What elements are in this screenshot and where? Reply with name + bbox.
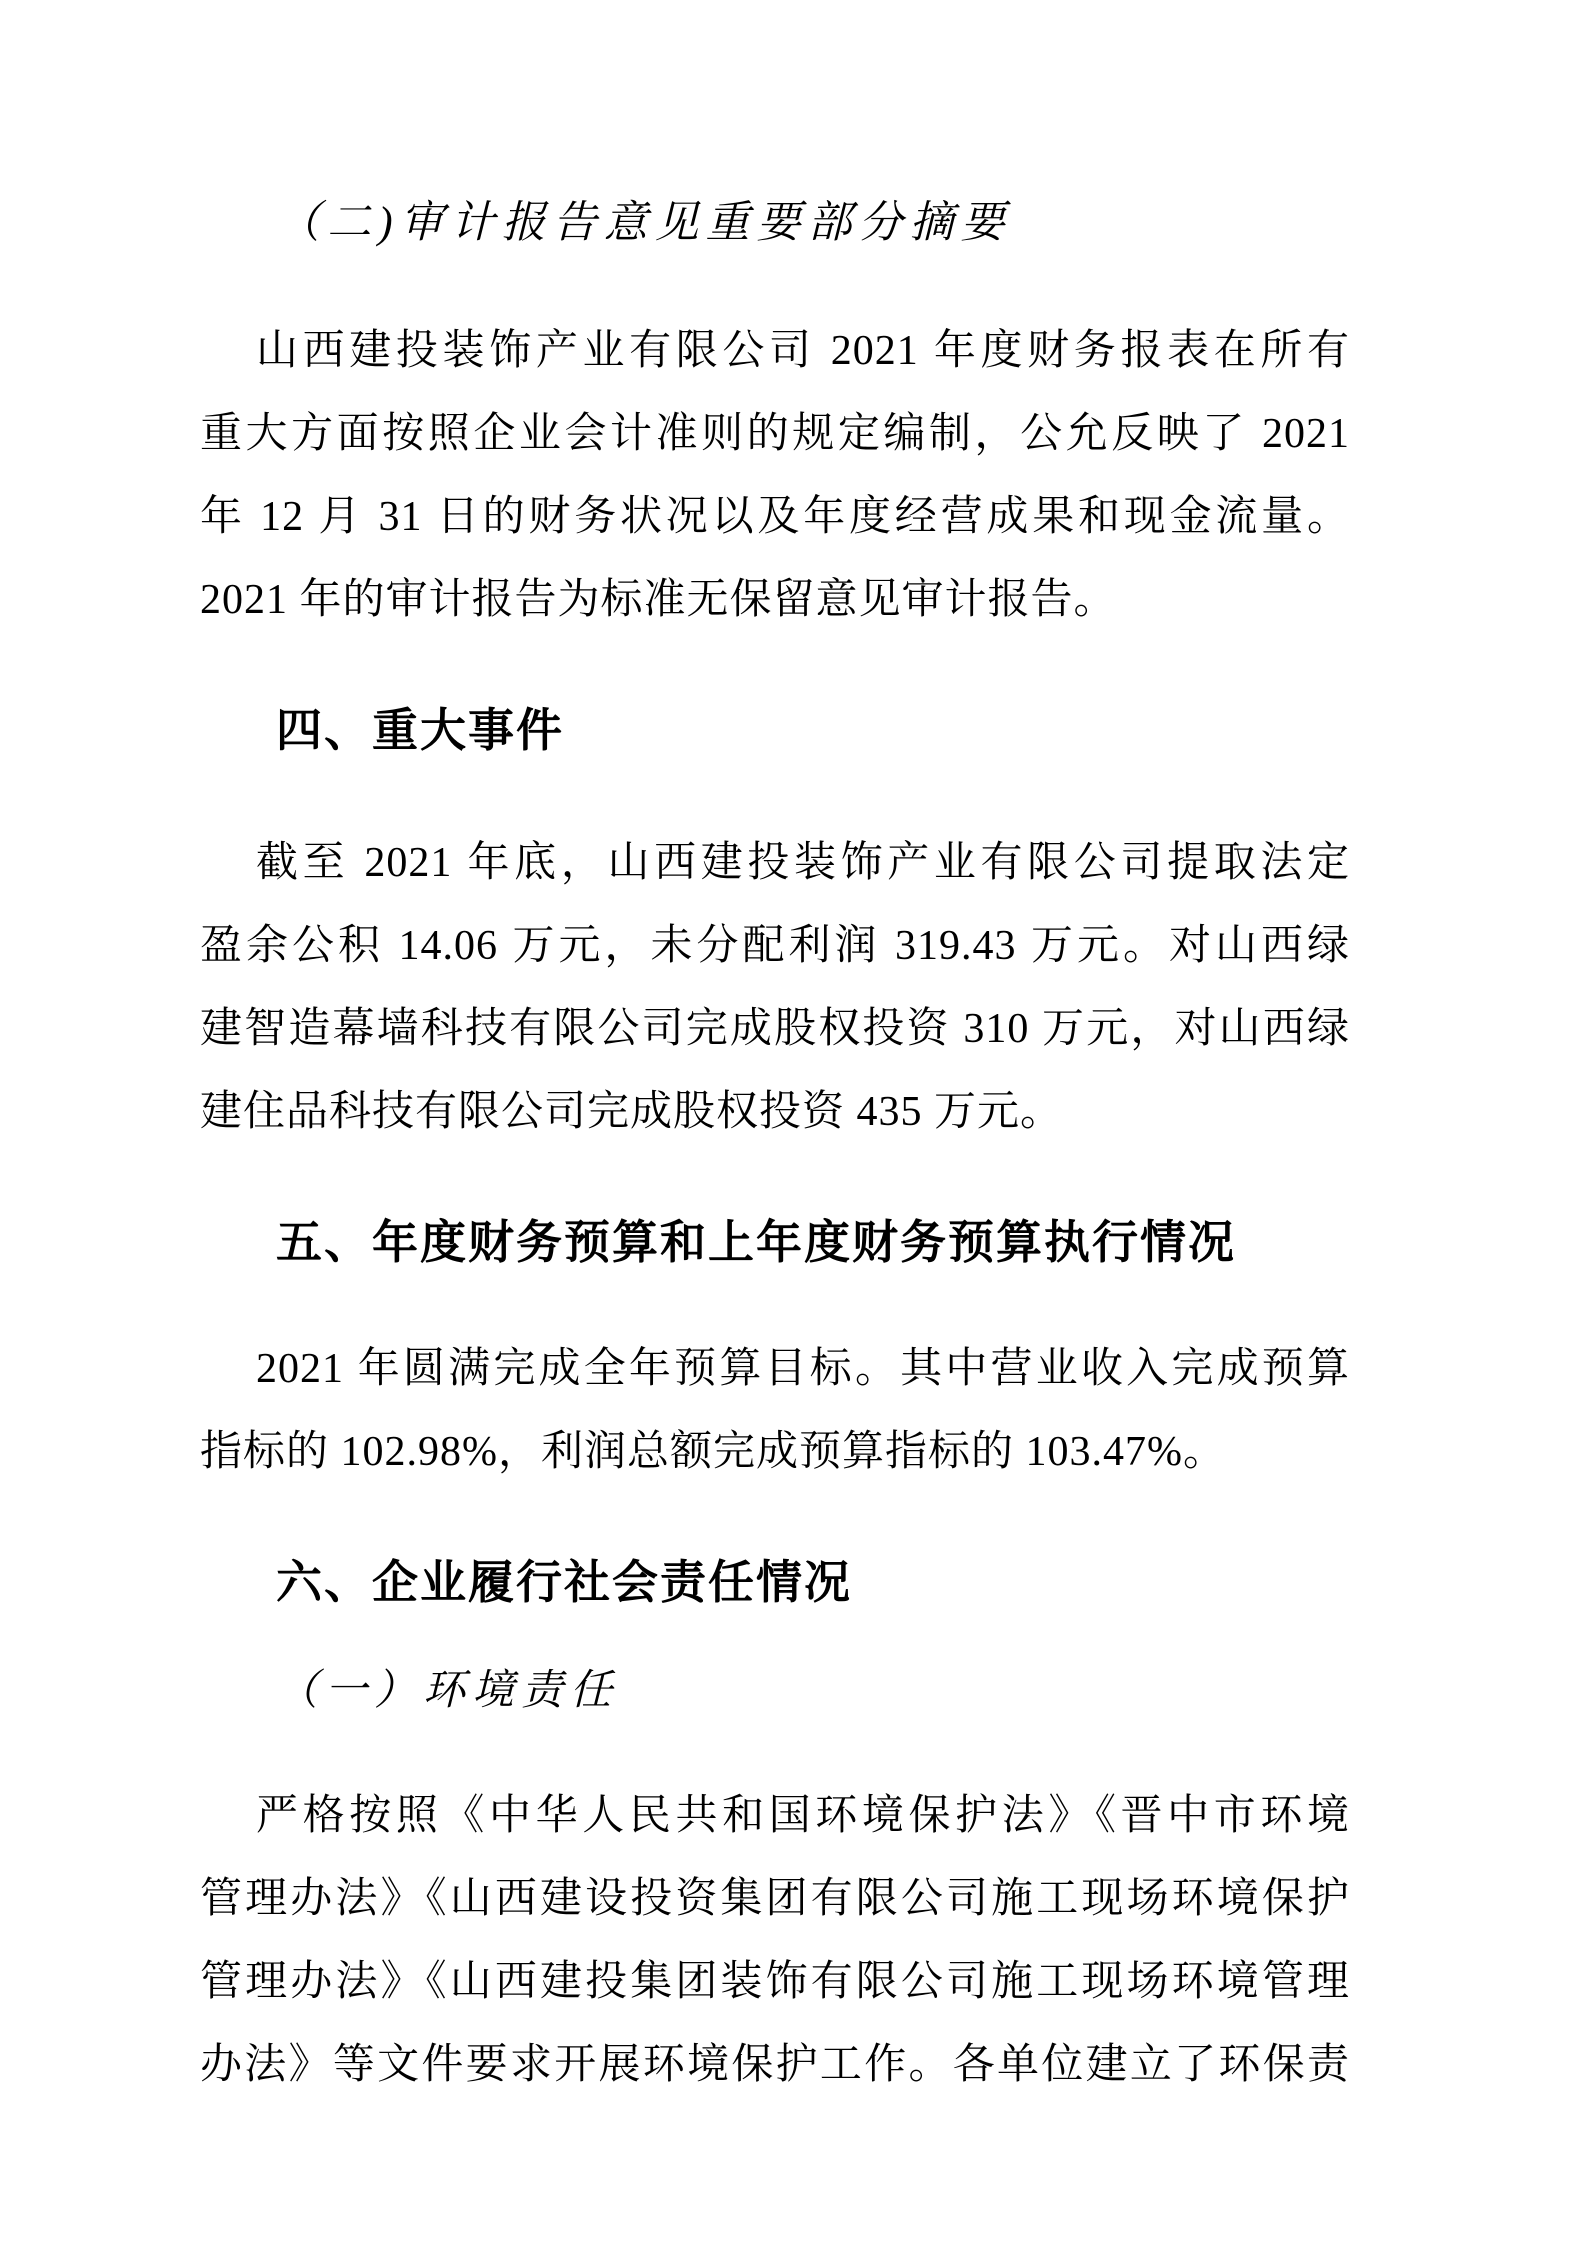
paragraph-line: 建住品科技有限公司完成股权投资 435 万元。 [200, 1089, 1064, 1135]
paragraph-line: 管理办法》《山西建投集团装饰有限公司施工现场环境管理 [200, 1959, 1350, 2005]
heading-major-events: 四、重大事件 [276, 704, 564, 756]
paragraph-line: 建智造幕墙科技有限公司完成股权投资 310 万元，对山西绿 [200, 1006, 1350, 1052]
paragraph-audit-opinion [200, 310, 1350, 642]
heading-social-responsibility: 六、企业履行社会责任情况 [276, 1556, 852, 1608]
paragraph-line: 指标的 102.98%，利润总额完成预算指标的 103.47%。 [200, 1429, 1226, 1475]
paragraph-environmental-responsibility [200, 1775, 1350, 2107]
paragraph-budget-execution [200, 1328, 1350, 1494]
paragraph-line: 2021 年圆满完成全年预算目标。其中营业收入完成预算 [256, 1346, 1350, 1392]
heading-budget-execution: 五、年度财务预算和上年度财务预算执行情况 [276, 1216, 1236, 1268]
paragraph-line: 严格按照《中华人民共和国环境保护法》《晋中市环境 [256, 1793, 1350, 1839]
paragraph-line: 截至 2021 年底，山西建投装饰产业有限公司提取法定 [256, 840, 1350, 886]
paragraph-line: 2021 年的审计报告为标准无保留意见审计报告。 [200, 577, 1117, 623]
paragraph-line: 管理办法》《山西建设投资集团有限公司施工现场环境保护 [200, 1876, 1350, 1922]
paragraph-line: 山西建投装饰产业有限公司 2021 年度财务报表在所有 [256, 328, 1350, 374]
paragraph-line: 重大方面按照企业会计准则的规定编制，公允反映了 2021 [200, 411, 1350, 457]
paragraph-line: 年 12 月 31 日的财务状况以及年度经营成果和现金流量。 [200, 494, 1350, 540]
paragraph-line: 办法》等文件要求开展环境保护工作。各单位建立了环保责 [200, 2042, 1350, 2088]
heading-audit-opinion-summary: （二)审计报告意见重要部分摘要 [276, 198, 1012, 247]
paragraph-major-events [200, 822, 1350, 1154]
paragraph-line: 盈余公积 14.06 万元，未分配利润 319.43 万元。对山西绿 [200, 923, 1350, 969]
heading-environmental-responsibility: （一）环境责任 [276, 1668, 620, 1714]
